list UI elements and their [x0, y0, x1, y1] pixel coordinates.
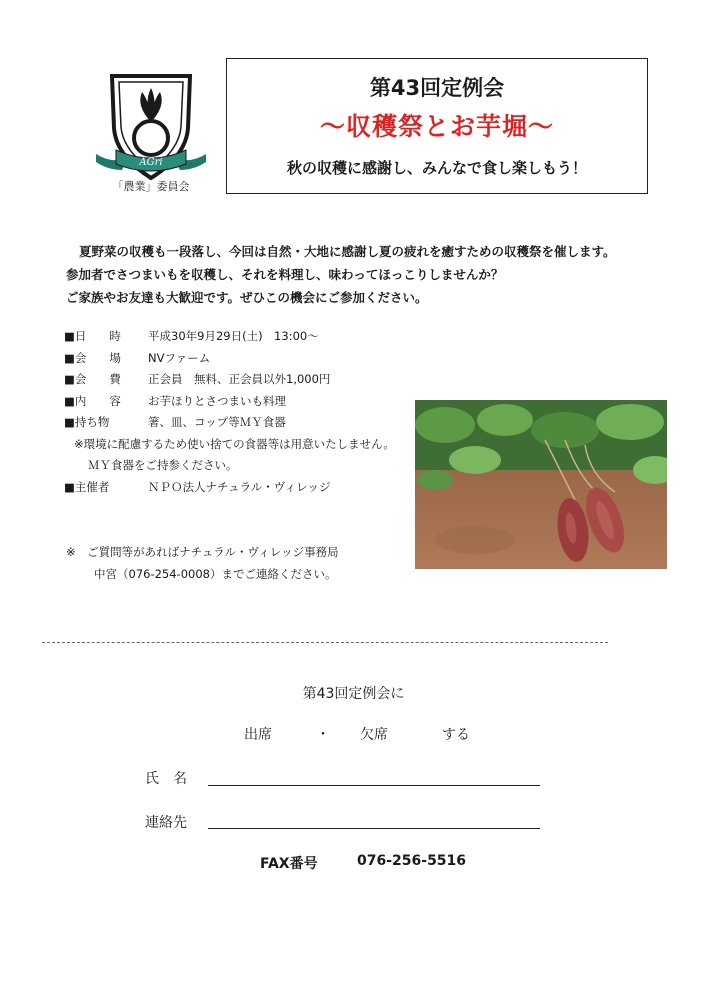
- fax-label: FAX番号: [260, 856, 318, 872]
- inquiry-note: [66, 541, 339, 585]
- detail-row-fee: [64, 369, 395, 391]
- detail-row-content: [64, 391, 395, 413]
- detail-label: ■会 場: [64, 350, 121, 365]
- event-title: ～収穫祭とお芋堀～: [319, 112, 554, 141]
- detail-label: ■内 容: [64, 393, 121, 408]
- inquiry-line: 中宮（076-254-0008）までご連絡ください。: [94, 567, 337, 581]
- cut-line-divider: [42, 642, 608, 643]
- name-field[interactable]: [208, 785, 540, 786]
- detail-value: お芋ほりとさつまいも料理: [148, 393, 286, 408]
- detail-value: 平成30年9月29日(土) 13:00～: [148, 329, 319, 343]
- detail-label: ■主催者: [64, 479, 110, 494]
- title-box: [226, 58, 648, 194]
- suru-text: する: [442, 727, 470, 743]
- belongings-note: ※環境に配慮するため使い捨ての食器等は用意いたしません。: [74, 436, 395, 451]
- intro-line: 夏野菜の収穫も一段落し、今回は自然・大地に感謝し夏の疲れを癒すための収穫祭を催します。: [79, 244, 616, 259]
- sweet-potato-photo: [415, 400, 667, 569]
- option-separator: ・: [316, 727, 330, 743]
- inquiry-line: ※ ご質問等があればナチュラル・ヴィレッジ事務局: [66, 545, 339, 559]
- belongings-note: ＭＹ食器をご持参ください。: [88, 458, 238, 472]
- detail-value: NVファーム: [148, 350, 211, 365]
- absent-option[interactable]: 欠席: [360, 727, 388, 743]
- attendance-choice: [244, 724, 484, 744]
- intro-line: 参加者でさつまいもを収穫し、それを料理し、味わってほっこりしませんか？: [66, 267, 504, 282]
- detail-label: ■持ち物: [64, 415, 110, 429]
- detail-row-datetime: [64, 326, 395, 348]
- meeting-title: 第43回定例会: [369, 76, 505, 100]
- attend-option[interactable]: 出席: [244, 727, 272, 743]
- logo-caption: 「農業」委員会: [112, 180, 190, 193]
- intro-line: ご家族やお友達も大歓迎です。ぜひこの機会にご参加ください。: [66, 290, 428, 305]
- detail-row-belongings: [64, 412, 395, 434]
- detail-label: ■日 時: [64, 329, 121, 343]
- detail-row-organizer: [64, 477, 395, 499]
- contact-field[interactable]: [208, 828, 540, 829]
- detail-value: 箸、皿、コップ等ＭＹ食器: [148, 415, 286, 429]
- event-subtitle: 秋の収穫に感謝し、みんなで食し楽しもう！: [286, 159, 587, 177]
- agri-shield-emblem-icon: [92, 66, 210, 191]
- fax-number: 076-256-5516: [357, 853, 467, 869]
- event-details: [64, 326, 395, 498]
- reply-title: 第43回定例会に: [302, 686, 405, 702]
- contact-label: 連絡先: [145, 815, 187, 831]
- detail-row-venue: [64, 348, 395, 370]
- detail-label: ■会 費: [64, 372, 121, 386]
- detail-value: ＮＰＯ法人ナチュラル・ヴィレッジ: [148, 479, 331, 494]
- intro-text: [66, 240, 666, 309]
- detail-value: 正会員 無料、正会員以外1,000円: [148, 372, 331, 386]
- sweet-potato-harvest-photo-icon: [415, 400, 667, 569]
- logo-ribbon-text: AGri: [139, 157, 163, 168]
- name-label: 氏 名: [145, 771, 187, 787]
